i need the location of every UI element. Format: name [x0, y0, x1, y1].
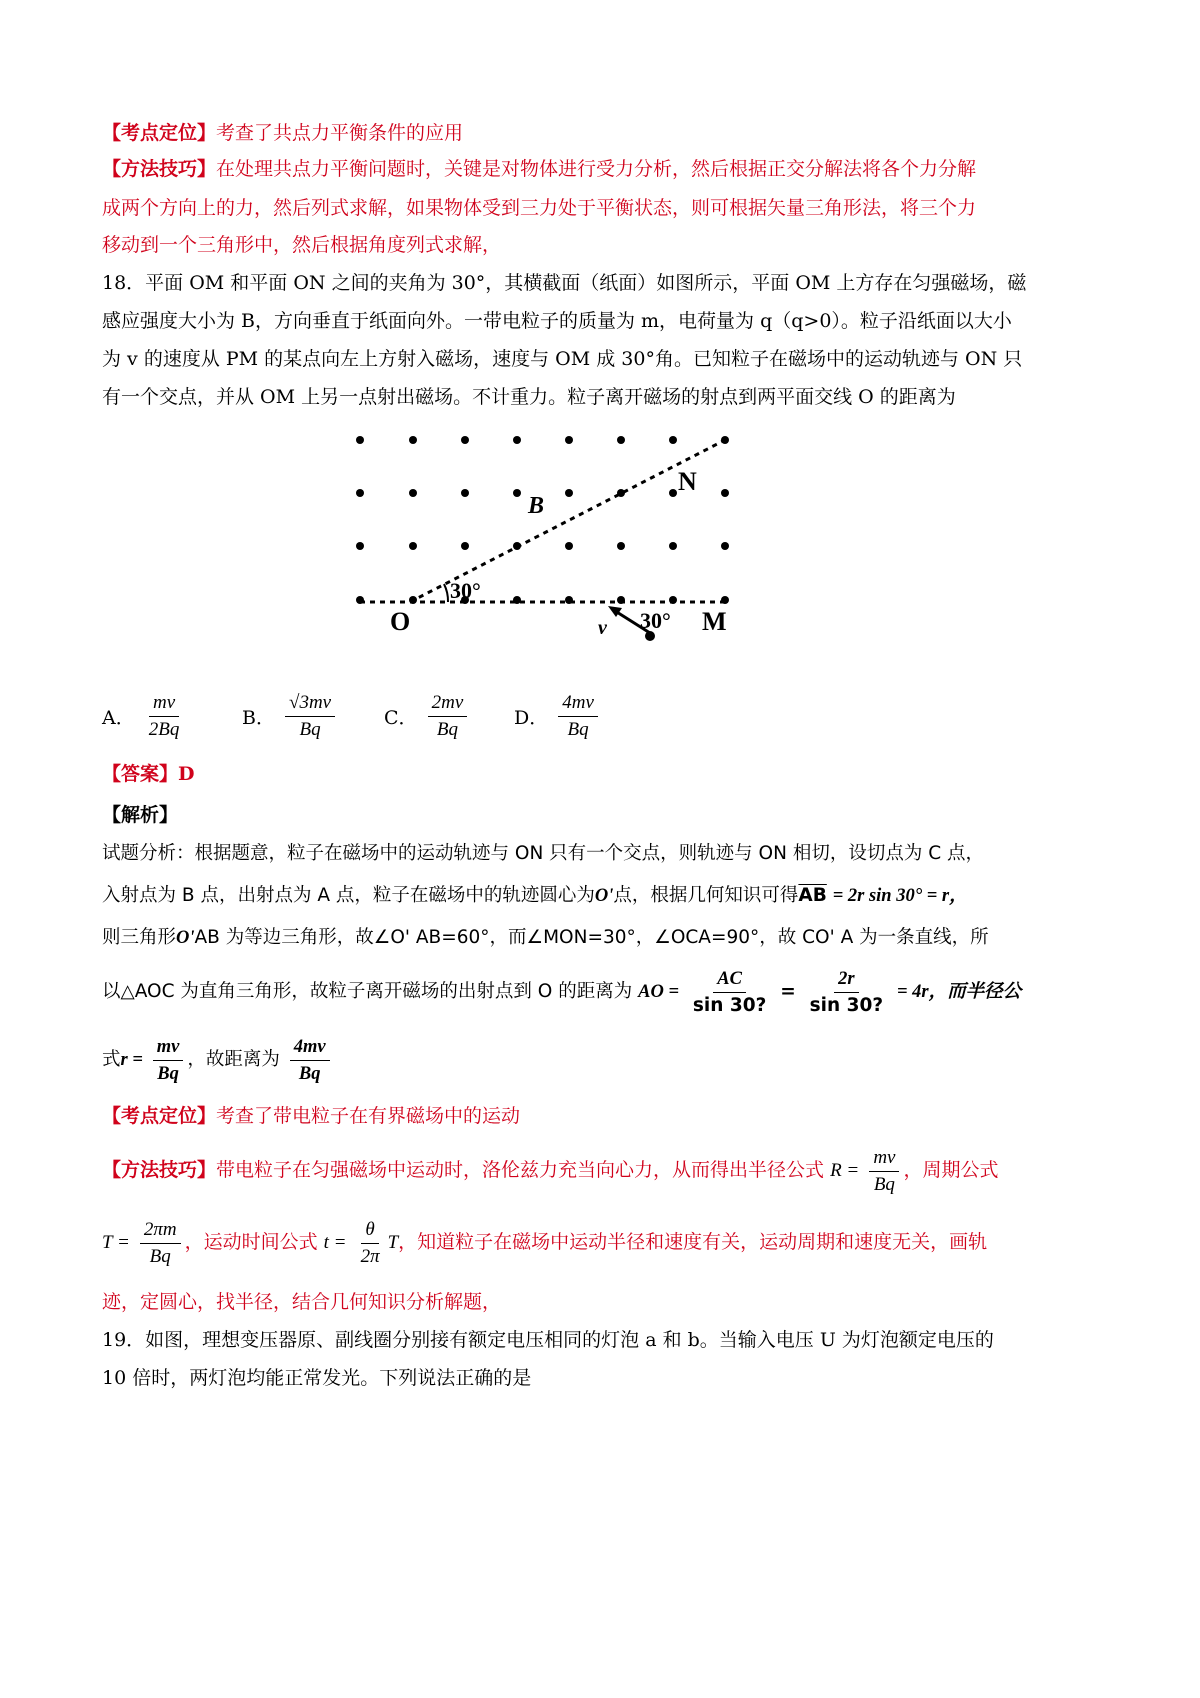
q18-line-3: 为 v 的速度从 PM 的某点向左上方射入磁场，速度与 OM 成 30°角。已知粒子在磁场中的运动轨迹与 ON 只: [102, 348, 1023, 370]
label-N: N: [678, 467, 697, 496]
q19-line-2: 10 倍时，两灯泡均能正常发光。下列说法正确的是: [102, 1367, 532, 1389]
q18-line-4: 有一个交点，并从 OM 上另一点射出磁场。不计重力。粒子离开磁场的射点到两平面交线 O 的距离为: [102, 386, 956, 408]
angle-label-2: 30°: [640, 608, 671, 633]
q18-line-1: 18．平面 OM 和平面 ON 之间的夹角为 30°，其横截面（纸面）如图所示，平面 OM 上方存在匀强磁场，磁: [102, 272, 1027, 294]
label-v: v: [598, 617, 607, 639]
q18-kaodian: 【考点定位】考查了带电粒子在有界磁场中的运动: [102, 1105, 521, 1127]
analysis-line-4: 以△AOC 为直角三角形，故粒子离开磁场的出射点到 O 的距离为 AO = $\frac{AC}{\sin 30?}$ = $\frac{2r}{\sin 30?}$ = 4r，而半径公: [102, 962, 1200, 1022]
option-a[interactable]: A． $\frac{mv}{2Bq}$: [102, 692, 180, 740]
analysis-line-3: 则三角形O'AB 为等边三角形，故∠O' AB=60°，而∠MON=30°，∠OCA=90°，故 CO' A 为一条直线，所: [102, 927, 989, 948]
label-M: M: [702, 607, 727, 636]
jiexi-heading: 【解析】: [102, 804, 179, 826]
analysis-line-2: 入射点为 B 点，出射点为 A 点，粒子在磁场中的轨迹圆心为O'点，根据几何知识可得$\overline{AB} = 2r$ sin 30° = r，: [102, 885, 968, 906]
q18-line-2: 感应强度大小为 B，方向垂直于纸面向外。一带电粒子的质量为 m，电荷量为 q（q>0）。粒子沿纸面以大小: [102, 310, 1012, 332]
q19-line-1: 19．如图，理想变压器原、副线圈分别接有额定电压相同的灯泡 a 和 b。当输入电压 U 为灯泡额定电压的: [102, 1329, 994, 1351]
answer-tag: 【答案】: [102, 763, 179, 785]
option-d[interactable]: D． $\frac{4mv}{Bq}$: [514, 690, 602, 743]
option-c[interactable]: C． $\frac{2mv}{Bq}$: [384, 690, 471, 743]
angle-label-1: 30°: [450, 578, 481, 603]
kaodian-line-1: [102, 121, 1200, 145]
answer-value: D: [178, 763, 195, 785]
analysis-line-5: 式r = $\frac{mv}{Bq}$ ，故距离为 $\frac{4mv}{Bq}$: [102, 1030, 1200, 1090]
fangfa-tag: 【方法技巧】: [102, 158, 217, 180]
label-O: O: [390, 607, 411, 636]
fangfa-line-2: 成两个方向上的力，然后列式求解，如果物体受到三力处于平衡状态，则可根据矢量三角形法，将三个力: [102, 197, 977, 219]
kaodian-text: 考查了共点力平衡条件的应用: [216, 122, 464, 144]
label-B: B: [528, 493, 545, 519]
q18-options: [102, 690, 1002, 750]
q18-fangfa-3: 迹，定圆心，找半径，结合几何知识分析解题，: [102, 1291, 502, 1313]
kaodian-tag: 【考点定位】: [102, 122, 217, 144]
q18-fangfa-1: 【方法技巧】带电粒子在匀强磁场中运动时，洛伦兹力充当向心力，从而得出半径公式 R = $\frac{mv}{Bq}$ ，周期公式: [102, 1146, 999, 1195]
angle-arc: [444, 584, 448, 602]
fangfa-line-3: 移动到一个三角形中，然后根据角度列式求解，: [102, 234, 502, 256]
field-dots: [356, 436, 729, 604]
magnetic-field-figure: [340, 420, 760, 660]
q18-fangfa-2: T = $\frac{2\pi m}{Bq}$ ，运动时间公式 t = $\frac{\theta}{2\pi}$ T，知道粒子在磁场中运动半径和速度有关，运动周期和速度无关，画轨: [102, 1218, 988, 1267]
fangfa-line-1: [102, 157, 1200, 181]
analysis-line-1: 试题分析：根据题意，粒子在磁场中的运动轨迹与 ON 只有一个交点，则轨迹与 ON 相切，设切点为 C 点，: [102, 843, 985, 864]
answer-line: [102, 762, 1200, 786]
fangfa-text-1: 在处理共点力平衡问题时，关键是对物体进行受力分析，然后根据正交分解法将各个力分解: [216, 158, 977, 180]
option-b[interactable]: B． $\frac{√3mv}{Bq}$: [242, 690, 339, 743]
